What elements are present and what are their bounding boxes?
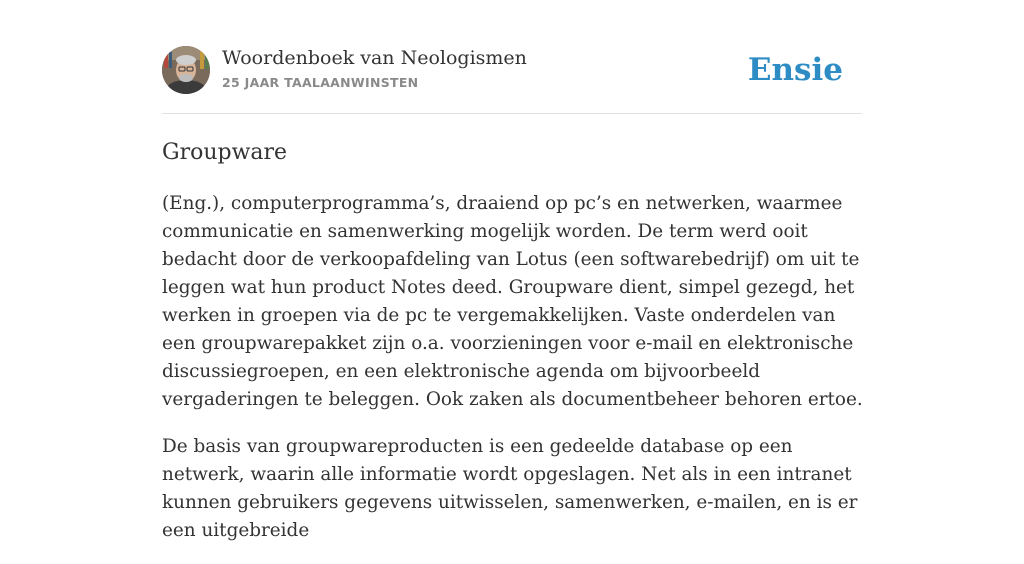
source-title[interactable]: Woordenboek van Neologismen — [222, 47, 527, 69]
author-avatar[interactable] — [162, 46, 210, 94]
entry-paragraph-1: (Eng.), computerprogramma’s, draaiend op pc’s en netwerken, waarmee communicatie en samenwerking mogelijk worden. De term werd ooit bedacht door de verkoopafdeling van Lotus (een softwarebedrijf) om uit te leggen wat hun product Notes deed. Groupware dient, simpel gezegd, het werken in groepen via de pc te vergemakkelijken. Vaste onderdelen van een groupwarepakket zijn o.a. voorzieningen voor e-mail en elektronische discussiegroepen, en een elektronische agenda om bijvoorbeeld vergaderingen te beleggen. Ook zaken als documentbeheer behoren ertoe. — [162, 193, 863, 410]
author-portrait-image — [162, 46, 210, 94]
entry-paragraph-2: De basis van groupwareproducten is een gedeelde database op een netwerk, waarin alle informatie wordt opgeslagen. Net als in een intranet kunnen gebruikers gegevens uitwisselen, samenwerken, e-mailen, en is er een uitgebreide — [162, 436, 858, 541]
entry-body — [162, 190, 868, 564]
source-header — [162, 46, 862, 96]
source-subtitle: 25 JAAR TAALAANWINSTEN — [222, 75, 419, 90]
header-divider — [162, 113, 862, 114]
ensie-logo[interactable]: Ensie — [747, 52, 843, 88]
entry-title: Groupware — [162, 140, 288, 165]
